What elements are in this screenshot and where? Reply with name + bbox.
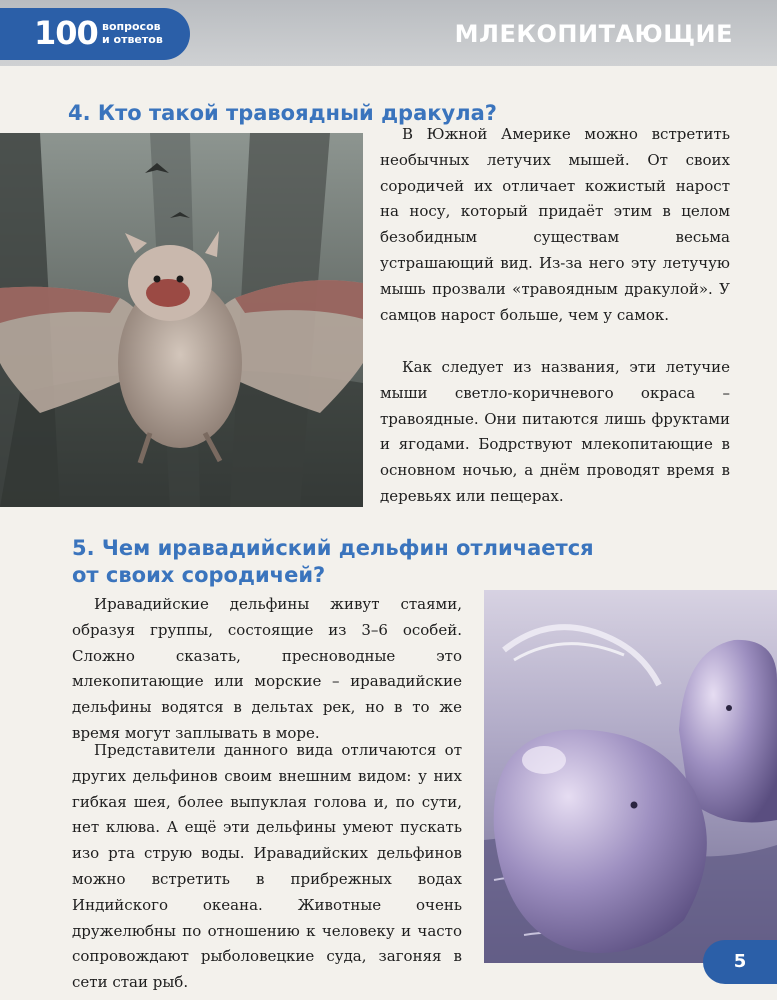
question-5-title-line2: от своих сородичей? xyxy=(72,563,326,587)
badge-number: 100 xyxy=(34,14,98,52)
badge-line2: и ответов xyxy=(102,33,163,46)
page-number: 5 xyxy=(703,940,777,984)
bat-illustration xyxy=(0,133,363,507)
question-4-paragraph-1: В Южной Америке можно встретить необычных летучих мышей. От своих сородичей их отличает кожистый нарост на носу, который придаёт этим в целом безобидным существам весьма устрашающий вид. Из-за него эту летучую мышь прозвали «травоядным дракулой». У самцов нарост больше, чем у самок. xyxy=(380,125,730,324)
badge-subtitle xyxy=(102,20,163,46)
page-header xyxy=(0,0,777,66)
question-4-paragraph-2: Как следует из названия, эти летучие мыши светло-коричневого окраса – травоядные. Они питаются лишь фруктами и ягодами. Бодрствуют млекопитающие в основном ночью, а днём проводят время в деревьях или пещерах. xyxy=(380,358,730,505)
dolphin-illustration xyxy=(484,590,777,963)
question-5-title-line1: 5. Чем иравадийский дельфин отличается xyxy=(72,536,594,560)
question-5-title xyxy=(72,535,672,589)
section-title: МЛЕКОПИТАЮЩИЕ xyxy=(454,20,733,48)
series-badge xyxy=(0,8,190,60)
question-4-title: 4. Кто такой травоядный дракула? xyxy=(68,101,497,125)
question-5-paragraph-2: Представители данного вида отличаются от других дельфинов своим внешним видом: у них гибкая шея, более выпуклая голова и, по сути, нет клюва. А ещё эти дельфины умеют пускать изо рта струю воды. Иравадийских дельфинов можно встретить в прибрежных водах Индийского океана. Животные очень дружелюбны по отношению к человеку и часто сопровождают рыболовецкие суда, загоняя в сети стаи рыб. xyxy=(72,741,462,992)
question-5-paragraph-1: Иравадийские дельфины живут стаями, образуя группы, состоящие из 3–6 особей. Сложно сказать, пресноводные это млекопитающие или морские – иравадийские дельфины водятся в дельтах рек, но в то же время могут заплывать в море. xyxy=(72,595,462,742)
badge-line1: вопросов xyxy=(102,20,161,33)
